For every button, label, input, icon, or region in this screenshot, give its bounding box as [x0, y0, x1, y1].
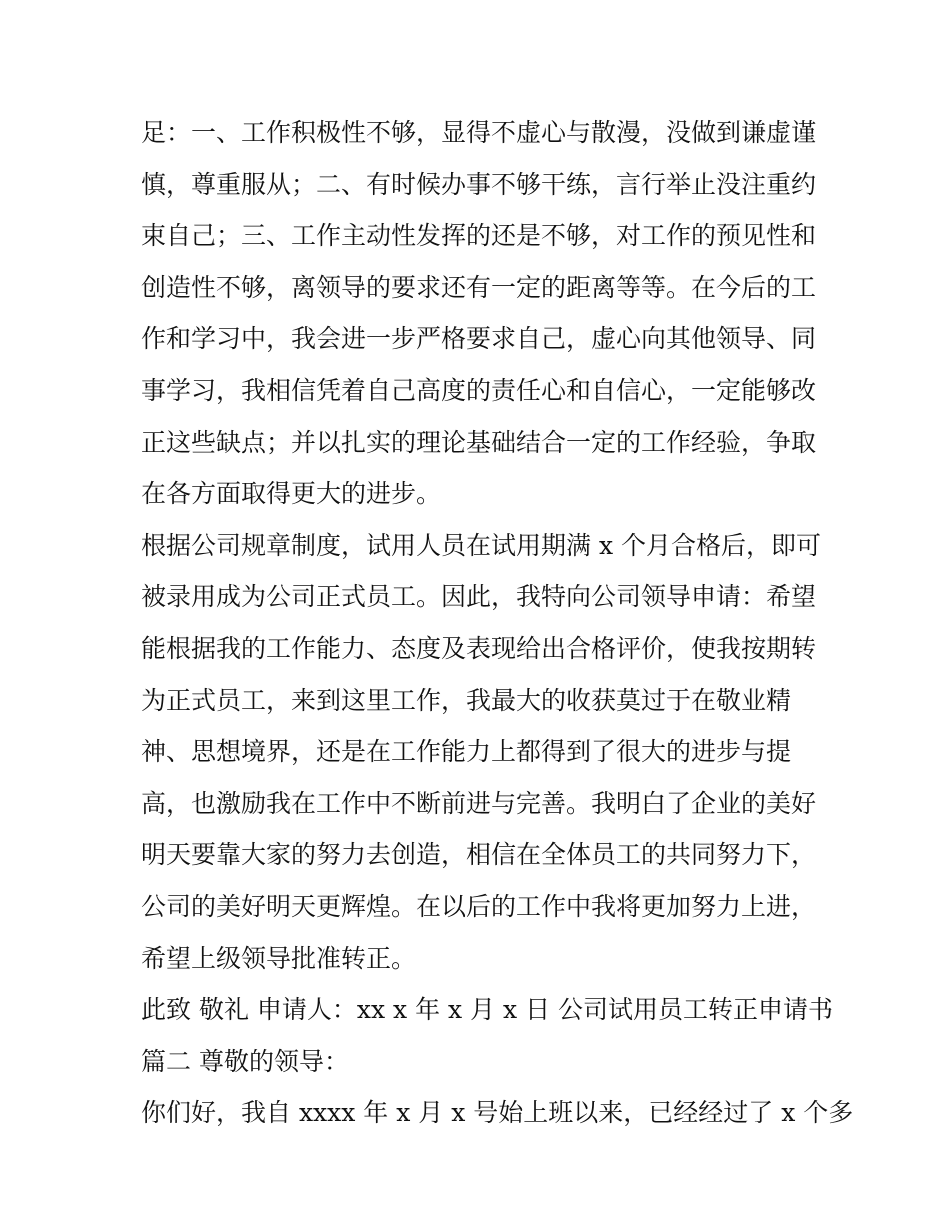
text-line: 为正式员工，来到这里工作，我最大的收获莫过于在敬业精: [141, 685, 792, 715]
text-line: 在各方面取得更大的进步。: [141, 479, 442, 509]
text-line: 篇二 尊敬的领导：: [141, 1046, 349, 1076]
text-line: 神、思想境界，还是在工作能力上都得到了很大的进步与提: [141, 737, 792, 767]
text-line: 你们好，我自 xxxx 年 x 月 x 号始上班以来，已经经过了 x 个多: [141, 1098, 854, 1128]
text-line: 被录用成为公司正式员工。因此，我特向公司领导申请：希望: [141, 582, 817, 612]
text-line: 明天要靠大家的努力去创造，相信在全体员工的共同努力下，: [141, 840, 817, 870]
text-line: 正这些缺点；并以扎实的理论基础结合一定的工作经验，争取: [141, 427, 817, 457]
text-line: 事学习，我相信凭着自己高度的责任心和自信心，一定能够改: [141, 375, 817, 405]
text-line: 高，也激励我在工作中不断前进与完善。我明白了企业的美好: [141, 788, 817, 818]
text-line: 足：一、工作积极性不够，显得不虚心与散漫，没做到谦虚谨: [141, 118, 817, 147]
text-line: 束自己；三、工作主动性发挥的还是不够，对工作的预见性和: [141, 221, 817, 251]
text-line: 希望上级领导批准转正。: [141, 943, 417, 973]
text-line: 作和学习中，我会进一步严格要求自己，虚心向其他领导、同: [141, 324, 817, 354]
text-line: 慎，尊重服从；二、有时候办事不够干练，言行举止没注重约: [141, 169, 817, 199]
text-line: 此致 敬礼 申请人：xx x 年 x 月 x 日 公司试用员工转正申请书: [141, 995, 834, 1025]
text-line: 根据公司规章制度，试用人员在试用期满 x 个月合格后，即可: [141, 530, 821, 560]
document-body: [141, 107, 854, 1139]
text-line: 公司的美好明天更辉煌。在以后的工作中我将更加努力上进，: [141, 891, 817, 921]
text-line: 能根据我的工作能力、态度及表现给出合格评价，使我按期转: [141, 633, 817, 663]
text-line: 创造性不够，离领导的要求还有一定的距离等等。在今后的工: [141, 272, 817, 302]
